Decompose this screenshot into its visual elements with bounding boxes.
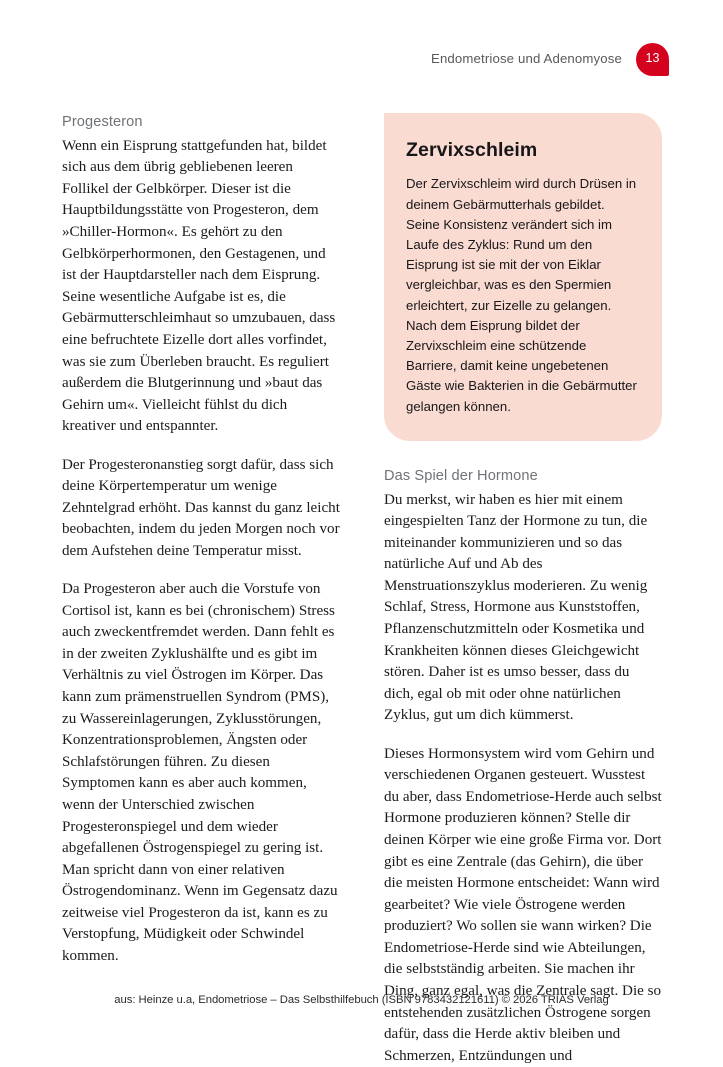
left-column (62, 113, 340, 1067)
running-head (431, 42, 669, 76)
right-column (384, 113, 662, 1067)
left-paragraph-1: Wenn ein Eisprung stattgefunden hat, bildet sich aus dem übrig gebliebenen leeren Follikel der Gelbkörper. Dieser ist die Hauptbildungsstätte von Progesteron, dem »Chiller-Hormon«. Es gehört zu den Gelbkörperhormonen, den Gestagenen, und ist der Hauptdarsteller nach dem Eisprung. Seine wesentliche Aufgabe ist es, die Gebärmutterschleimhaut so umzubauen, dass eine befruchtete Eizelle dort alles vorfindet, was sie zum Überleben braucht. Es reguliert außerdem die Blutgerinnung und »baut das Gehirn um«. Vielleicht fühlst du dich kreativer und entspannter. (62, 137, 336, 435)
callout-body-text: Der Zervixschleim wird durch Drüsen in deinem Gebärmutterhals gebildet. Seine Konsistenz verändert sich im Laufe des Zyklus: Rund um den Eisprung ist sie mit der von Eiklar vergleichbar, was es den Spermien erleichtert, zur Eizelle zu gelangen. Nach dem Eisprung bildet der Zervixschleim eine schützende Barriere, damit keine ungebetenen Gäste wie Bakterien in die Gebärmutter gelangen können. (406, 176, 637, 414)
right-paragraph-1: Du merkst, wir haben es hier mit einem eingespielten Tanz der Hormone zu tun, die miteinander kommunizieren und so das natürliche Auf und Ab des Menstruationszyklus moderieren. Zu wenig Schlaf, Stress, Hormone aus Kunststoffen, Pflanzenschutzmitteln oder Kosmetika und Krankheiten können dieses Gleichgewicht stören. Daher ist es umso besser, dass du dich, egal ob mit oder ohne natürlichen Zyklus, gut um dich kümmerst. (384, 491, 648, 724)
page-columns (62, 113, 662, 1067)
right-column-heading: Das Spiel der Hormone (384, 467, 538, 484)
callout-title: Zervixschleim (406, 139, 538, 161)
callout-box-zervixschleim (384, 113, 662, 441)
left-paragraph-3: Da Progesteron aber auch die Vorstufe von Cortisol ist, kann es bei (chronischem) Stress auch zweckentfremdet werden. Dann fehlt es in der zweiten Zyklushälfte und es gibt im Verhältnis zu viel Östrogen im Körper. Das kann zum prämenstruellen Syndrom (PMS), zu Wassereinlagerungen, Zyklusstörungen, Konzentrationsproblemen, Ängsten oder Schlafstörungen führen. Zu diesen Symptomen kann es aber auch kommen, wenn der Unterschied zwischen Progesteronspiegel und dem wieder abgefallenen Östrogenspiegel zu gering ist. Man spricht dann von einer relativen Östrogendominanz. Wenn im Gegensatz dazu zeitweise viel Progesteron da ist, kann es zu Verstopfung, Müdigkeit oder Schwindel kommen. (62, 580, 338, 965)
right-paragraph-2: Dieses Hormonsystem wird vom Gehirn und verschiedenen Organen gesteuert. Wusstest du aber, dass Endometriose-Herde auch selbst Hormone produzieren können? Stelle dir deinen Körper wie eine große Firma vor. Dort gibt es eine Zentrale (das Gehirn), die über die meisten Hormone entscheidet: Wann wird gearbeitet? Wie viele Östrogene werden produziert? Wo sollen sie wann wirken? Die Endometriose-Herde sind wie Abteilungen, die selbstständig arbeiten. Sie machen ihr Ding, ganz egal, was die Zentrale sagt. Die so entstehenden zusätzlichen Östrogene sorgen dafür, dass die Herde aktiv bleiben und Schmerzen, Entzündungen und (384, 745, 662, 1064)
footer-source-line: aus: Heinze u.a, Endometriose – Das Selbsthilfebuch (ISBN 9783432121611) © 2026 TRIAS Verlag (114, 994, 609, 1006)
left-paragraph-2: Der Progesteronanstieg sorgt dafür, dass sich deine Körpertemperatur um wenige Zehntelgrad erhöht. Das kannst du ganz leicht beobachten, indem du jeden Morgen noch vor dem Aufstehen deine Temperatur misst. (62, 456, 340, 559)
page-number-badge: 13 (636, 43, 669, 76)
left-column-heading: Progesteron (62, 114, 143, 130)
running-head-title: Endometriose und Adenomyose (431, 51, 622, 67)
